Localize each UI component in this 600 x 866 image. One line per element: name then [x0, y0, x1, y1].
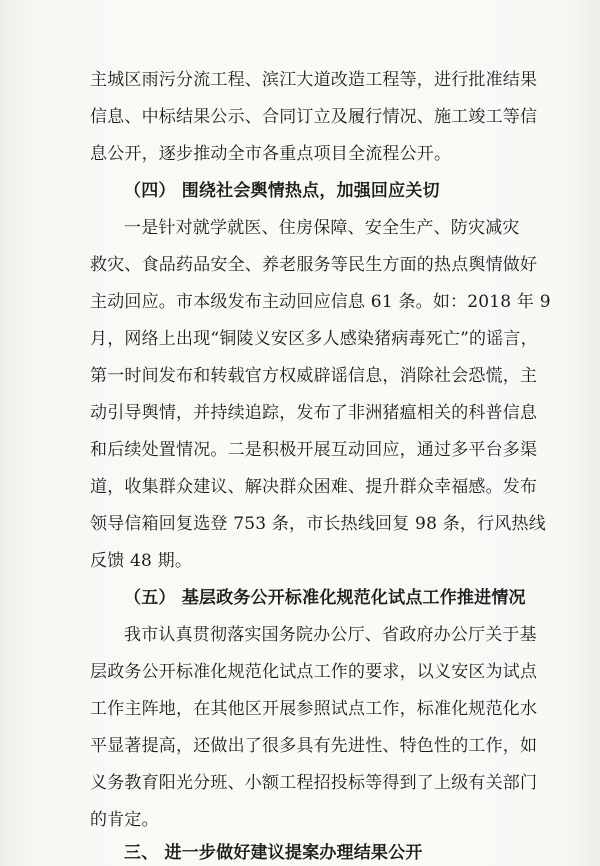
body-text-line: 工作主阵地，在其他区开展参照试点工作，标准化规范化水: [90, 699, 538, 719]
body-text-line: 月，网络上出现“铜陵义安区多人感染猪病毒死亡”的谣言，: [90, 329, 538, 349]
body-text-line: 层政务公开标准化规范化试点工作的要求，以义安区为试点: [90, 662, 538, 682]
section-heading-3: 三、 进一步做好建议提案办理结果公开: [124, 843, 423, 863]
body-text-line: 息公开，逐步推动全市各重点项目全流程公开。: [90, 144, 452, 164]
body-text-line: 主城区雨污分流工程、滨江大道改造工程等，进行批准结果: [90, 70, 538, 90]
body-text-line: 反馈 48 期。: [90, 551, 193, 571]
body-text-line: 主动回应。市本级发布主动回应信息 61 条。如：2018 年 9: [90, 292, 551, 312]
body-text-line: 道，收集群众建议、解决群众困难、提升群众幸福感。发布: [90, 477, 538, 497]
paragraph-first-line: 一是针对就学就医、住房保障、安全生产、防灾减灾: [124, 218, 520, 238]
body-text-line: 第一时间发布和转载官方权威辟谣信息，消除社会恐慌，主: [90, 366, 538, 386]
section-heading-5: （五） 基层政务公开标准化规范化试点工作推进情况: [124, 588, 526, 608]
body-text-line: 动引导舆情，并持续追踪，发布了非洲猪瘟相关的科普信息: [90, 403, 538, 423]
section-heading-4: （四） 围绕社会舆情热点，加强回应关切: [124, 181, 440, 201]
body-text-line: 救灾、食品药品安全、养老服务等民生方面的热点舆情做好: [90, 255, 538, 275]
body-text-line: 领导信箱回复选登 753 条，市长热线回复 98 条，行风热线: [90, 514, 546, 534]
body-text-line: 平显著提高，还做出了很多具有先进性、特色性的工作，如: [90, 736, 538, 756]
body-text-line: 义务教育阳光分班、小额工程招投标等得到了上级有关部门: [90, 773, 538, 793]
body-text-line: 信息、中标结果公示、合同订立及履行情况、施工竣工等信: [90, 107, 538, 127]
body-text-line: 和后续处置情况。二是积极开展互动回应，通过多平台多渠: [90, 440, 538, 460]
paragraph-first-line: 我市认真贯彻落实国务院办公厅、省政府办公厅关于基: [124, 625, 537, 645]
body-text-line: 的肯定。: [90, 810, 159, 830]
